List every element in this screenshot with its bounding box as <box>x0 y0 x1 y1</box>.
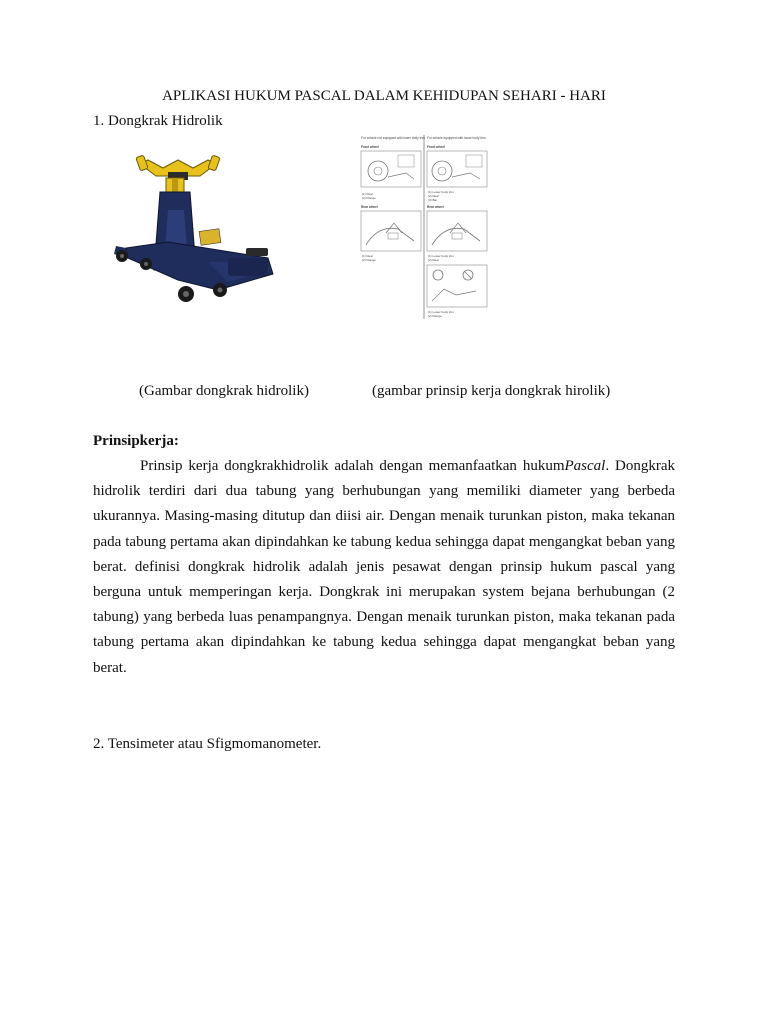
diagram-front-left: Front wheel <box>361 145 379 149</box>
diagram-legend-lower-3: (3) Bar <box>428 198 438 202</box>
diagram-legend-flange-1: (2) Flange <box>362 196 376 200</box>
diagram-rear-left: Rear wheel <box>361 205 378 209</box>
section-heading-prinsip: Prinsipkerja: <box>93 433 179 449</box>
diagram-legend-rear-2: (1) Rear <box>362 254 374 258</box>
jack-saddle <box>136 155 220 180</box>
diagram-legend-lower-1: (1) Lower body trim <box>428 190 454 194</box>
item-heading-dongkrak: 1. Dongkrak Hidrolik <box>93 113 223 129</box>
principle-paragraph <box>93 454 675 681</box>
diagram-legend-lower-4: (1) Lower body trim <box>428 254 454 258</box>
diagram-legend-lower-6: (1) Lower body trim <box>428 310 454 314</box>
hydraulic-jack-image <box>108 150 278 305</box>
caption-jack-image: (Gambar dongkrak hidrolik) <box>139 383 309 399</box>
jack-principle-diagram <box>358 133 490 321</box>
diagram-front-right: Front wheel <box>427 145 445 149</box>
diagram-legend-rear-1: (1) Rear <box>362 192 374 196</box>
document-title: APLIKASI HUKUM PASCAL DALAM KEHIDUPAN SEHARI - HARI <box>162 88 606 104</box>
paragraph-rest: . Dongkrak hidrolik terdiri dari dua tabung yang berhubungan yang memiliki diameter yang berbeda ukurannya. Masing-masing ditutup dan diisi air. Dengan menaik turunkan piston, maka tekanan pada tabung pertama akan dipindahkan ke tabung kedua sehingga dapat mengangkat beban yang berat. definisi dongkrak hidrolik adalah jenis pesawat dengan prinsip hukum pascal yang berguna untuk memperingan kerja. Dongkrak ini merupakan system bejana berhubungan (2 tabung) yang berbeda luas penampangnya. Dengan menaik turunkan piston, maka tekanan pada tabung pertama akan dipindahkan ke tabung kedua sehingga dapat mengangkat beban yang berat. <box>93 458 675 676</box>
diagram-rear-right: Rear wheel <box>427 205 444 209</box>
paragraph-emphasis: Pascal <box>564 458 606 474</box>
caption-principle-diagram: (gambar prinsip kerja dongkrak hirolik) <box>372 383 611 399</box>
item-heading-tensimeter: 2. Tensimeter atau Sfigmomanometer. <box>93 736 322 752</box>
diagram-note-right: For vehicle equipped with lower body trim <box>427 136 486 140</box>
diagram-legend-flange-2: (2) Flange <box>362 258 376 262</box>
diagram-legend-lower-5: (2) Rear <box>428 258 440 262</box>
diagram-note-left: For vehicle not equipped with lower body trim <box>361 136 425 140</box>
diagram-legend-flange-3: (2) Flange <box>428 314 442 318</box>
paragraph-intro: Prinsip kerja dongkrakhidrolik adalah dengan memanfaatkan hukum <box>140 458 565 474</box>
diagram-legend-lower-2: (2) Rear <box>428 194 440 198</box>
